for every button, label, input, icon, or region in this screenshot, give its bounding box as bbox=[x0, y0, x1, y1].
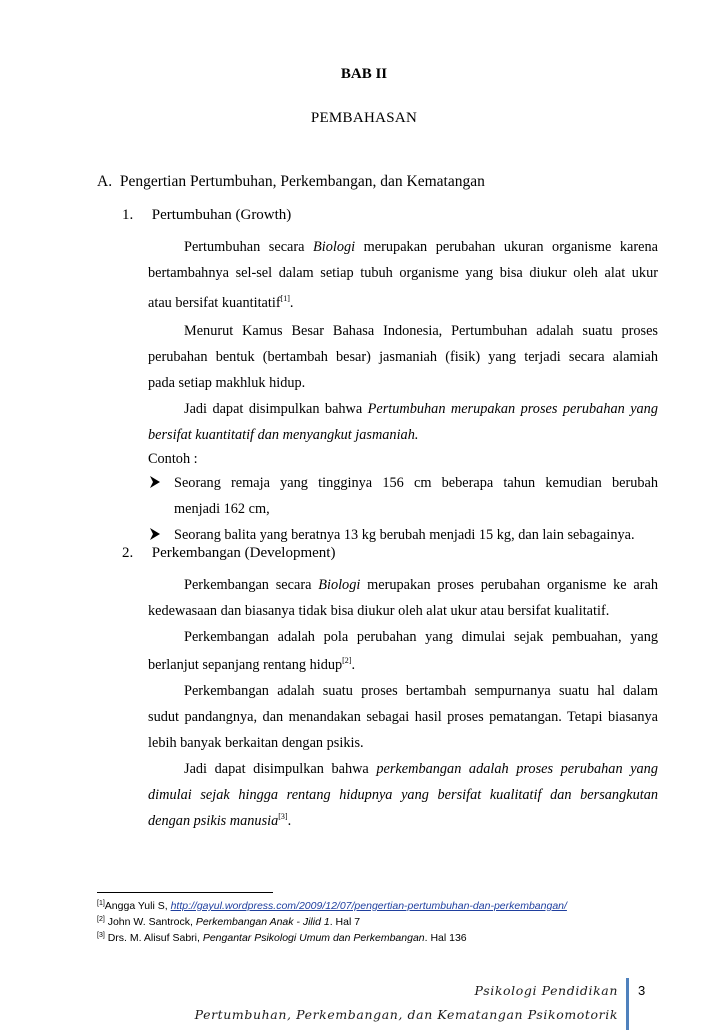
chapter-heading: BAB II bbox=[340, 66, 388, 82]
section-a-heading bbox=[97, 173, 485, 191]
footer-accent-bar bbox=[626, 978, 629, 1030]
s1-p1-line1: Pertumbuhan secara Biologi merupakan perubahan ukuran organisme karena bbox=[184, 239, 658, 255]
s2-p4-line3: dengan psikis manusia[3]. bbox=[148, 812, 292, 829]
s1-p3-line2: bersifat kuantitatif dan menyangkut jasmaniah. bbox=[148, 427, 419, 443]
arrow-bullet-icon bbox=[150, 526, 160, 544]
bullet-1-line1: Seorang remaja yang tingginya 156 cm beberapa tahun kemudian berubah bbox=[174, 475, 658, 491]
footnote-ref-2[interactable]: [2] bbox=[342, 656, 352, 665]
s1-p2-line1: Menurut Kamus Besar Bahasa Indonesia, Pertumbuhan adalah suatu proses bbox=[184, 323, 658, 339]
arrow-bullet-icon bbox=[150, 474, 160, 492]
section-a-title: Pengertian Pertumbuhan, Perkembangan, dan Kematangan bbox=[119, 173, 485, 190]
footnote-separator bbox=[97, 892, 273, 893]
chapter-subtitle: PEMBAHASAN bbox=[310, 110, 418, 126]
example-label: Contoh : bbox=[148, 451, 198, 467]
footnote-ref-1[interactable]: [1] bbox=[280, 294, 290, 303]
footnote-1: [1]Angga Yuli S, http://gayul.wordpress.com/2009/12/07/pengertian-pertumbuhan-dan-perkembangan/ bbox=[97, 900, 567, 912]
page-number: 3 bbox=[638, 983, 646, 998]
section-a-label: A. bbox=[97, 173, 113, 190]
footnote-1-link[interactable]: http://gayul.wordpress.com/2009/12/07/pengertian-pertumbuhan-dan-perkembangan/ bbox=[170, 900, 567, 912]
s1-p1-line2: bertambahnya sel-sel dalam setiap tubuh organisme yang bisa diukur oleh alat ukur bbox=[148, 265, 658, 281]
s2-p3-line3: lebih banyak berkaitan dengan psikis. bbox=[148, 735, 364, 751]
s2-p1-line2: kedewasaan dan biasanya tidak bisa diukur oleh alat ukur atau bersifat kualitatif. bbox=[148, 603, 610, 619]
s2-p4-line1: Jadi dapat disimpulkan bahwa perkembangan adalah proses perubahan yang bbox=[184, 761, 658, 777]
footnote-ref-3[interactable]: [3] bbox=[278, 812, 288, 821]
subsection-1-heading bbox=[122, 207, 291, 224]
s2-p2-line2: berlanjut sepanjang rentang hidup[2]. bbox=[148, 656, 356, 673]
s2-p4-line2: dimulai sejak hingga rentang hidupnya yang bersifat kualitatif dan bersangkutan bbox=[148, 787, 658, 803]
s2-p3-line2: sudut pandangnya, dan menandakan sebagai hasil proses pematangan. Tetapi biasanya bbox=[148, 709, 658, 725]
subsection-2-heading bbox=[122, 545, 335, 562]
s1-p3-line1: Jadi dapat disimpulkan bahwa Pertumbuhan merupakan proses perubahan yang bbox=[184, 401, 658, 417]
subsection-2-number: 2. bbox=[122, 545, 134, 561]
s1-p2-line3: pada setiap makhluk hidup. bbox=[148, 375, 306, 391]
bullet-2-line1: Seorang balita yang beratnya 13 kg berubah menjadi 15 kg, dan lain sebagainya. bbox=[174, 527, 635, 543]
footer-document-title: Pertumbuhan, Perkembangan, dan Kematangan Psikomotorik bbox=[194, 1007, 618, 1022]
subsection-1-title: Pertumbuhan (Growth) bbox=[151, 207, 292, 223]
s1-p1-line3: atau bersifat kuantitatif[1]. bbox=[148, 294, 294, 311]
s2-p1-line1: Perkembangan secara Biologi merupakan proses perubahan organisme ke arah bbox=[184, 577, 658, 593]
footnote-3: [3] Drs. M. Alisuf Sabri, Pengantar Psikologi Umum dan Perkembangan. Hal 136 bbox=[97, 932, 467, 944]
footer-course-title: Psikologi Pendidikan bbox=[474, 983, 618, 998]
s2-p3-line1: Perkembangan adalah suatu proses bertambah sempurnanya suatu hal dalam bbox=[184, 683, 658, 699]
footnote-2: [2] John W. Santrock, Perkembangan Anak - Jilid 1. Hal 7 bbox=[97, 916, 361, 928]
s1-p2-line2: perubahan bentuk (bertambah besar) jasmaniah (fisik) yang terjadi secara alamiah bbox=[148, 349, 658, 365]
subsection-1-number: 1. bbox=[122, 207, 134, 223]
s2-p2-line1: Perkembangan adalah pola perubahan yang dimulai sejak pembuahan, yang bbox=[184, 629, 658, 645]
subsection-2-title: Perkembangan (Development) bbox=[151, 545, 336, 561]
bullet-1-line2: menjadi 162 cm, bbox=[174, 501, 270, 517]
